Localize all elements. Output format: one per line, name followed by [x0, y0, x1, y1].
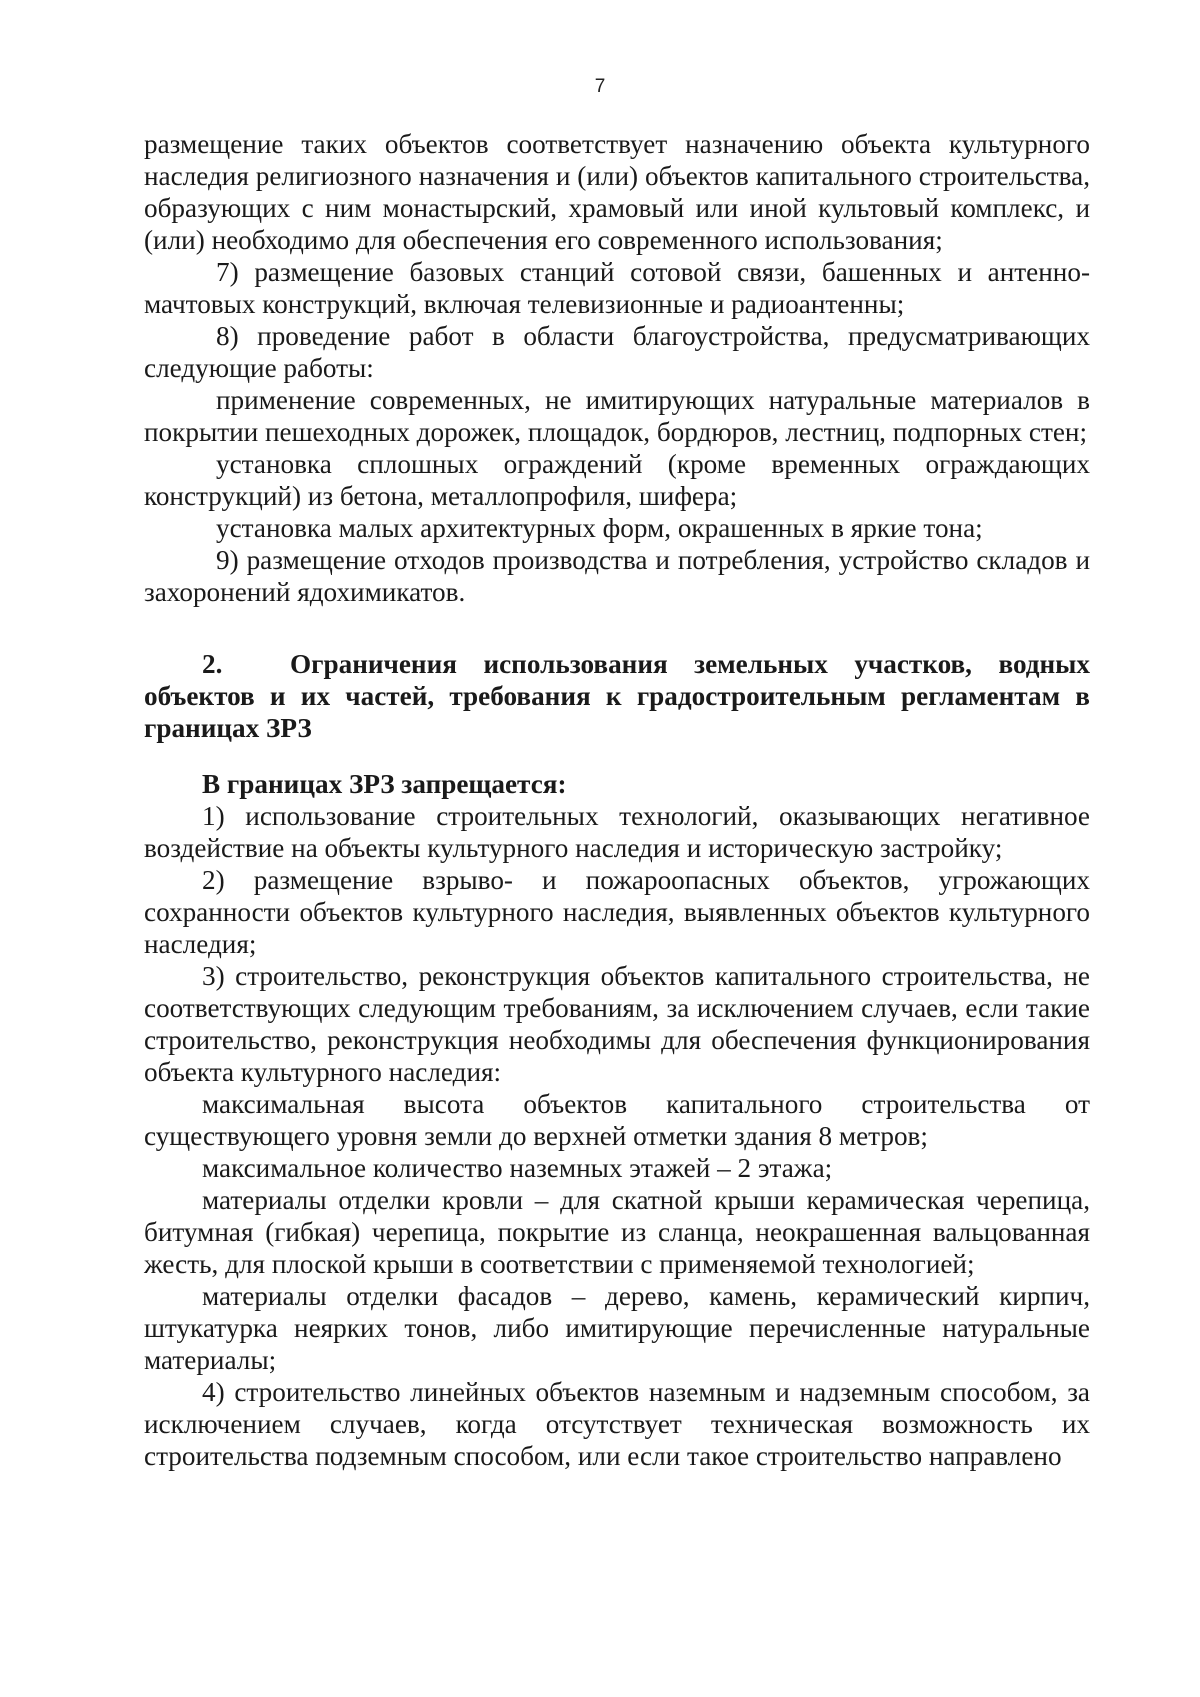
paragraph: размещение таких объектов соответствует назначению объекта культурного наследия религиозного назначения и (или) объектов капитального строительства, образующих с ним монастырский, храмовый или иной культовый комплекс, и (или) необходимо для обеспечения его современного использования; — [144, 129, 1090, 255]
section-subheading: В границах ЗРЗ запрещается: — [202, 769, 567, 799]
paragraph-item-4: 4) строительство линейных объектов наземным и надземным способом, за исключением случаев, когда отсутствует техническая возможность их строительства подземным способом, или если такое строительство направлено — [144, 1377, 1090, 1471]
page-number: 7 — [594, 76, 606, 97]
paragraph-subitem: максимальная высота объектов капитального строительства от существующего уровня земли до верхней отметки здания 8 метров; — [144, 1089, 1090, 1151]
paragraph-item-8: 8) проведение работ в области благоустройства, предусматривающих следующие работы: — [144, 321, 1090, 383]
paragraph-subitem: материалы отделки фасадов – дерево, камень, керамический кирпич, штукатурка неярких тонов, либо имитирующие перечисленные натуральные материалы; — [144, 1281, 1090, 1375]
section-spacer — [144, 608, 1090, 648]
paragraph-subitem: материалы отделки кровли – для скатной крыши керамическая черепица, битумная (гибкая) черепица, покрытие из сланца, неокрашенная вальцованная жесть, для плоской крыши в соответствии с применяемой технологией; — [144, 1185, 1090, 1279]
document-body — [144, 128, 1090, 1472]
paragraph-item-2: 2) размещение взрыво- и пожароопасных объектов, угрожающих сохранности объектов культурного наследия, выявленных объектов культурного наследия; — [144, 865, 1090, 959]
section-number: 2. — [202, 649, 223, 679]
paragraph-subitem: применение современных, не имитирующих натуральные материалов в покрытии пешеходных дорожек, площадок, бордюров, лестниц, подпорных стен; — [144, 385, 1090, 447]
paragraph-subitem: установка сплошных ограждений (кроме временных ограждающих конструкций) из бетона, металлопрофиля, шифера; — [144, 449, 1090, 511]
paragraph-item-3: 3) строительство, реконструкция объектов капитального строительства, не соответствующих следующим требованиям, за исключением случаев, если такие строительство, реконструкция необходимы для обеспечения функционирования объекта культурного наследия: — [144, 961, 1090, 1087]
paragraph-item-1: 1) использование строительных технологий, оказывающих негативное воздействие на объекты культурного наследия и историческую застройку; — [144, 801, 1090, 863]
paragraph-item-9: 9) размещение отходов производства и потребления, устройство складов и захоронений ядохимикатов. — [144, 545, 1090, 607]
section-heading — [144, 648, 1090, 744]
section-title: Ограничения использования земельных участков, водных объектов и их частей, требования к градостроительным регламентам в границах ЗРЗ — [144, 649, 1090, 743]
paragraph-item-7: 7) размещение базовых станций сотовой связи, башенных и антенно-мачтовых конструкций, включая телевизионные и радиоантенны; — [144, 257, 1090, 319]
paragraph-subitem: максимальное количество наземных этажей – 2 этажа; — [202, 1153, 833, 1183]
paragraph-subitem: установка малых архитектурных форм, окрашенных в яркие тона; — [216, 513, 983, 543]
